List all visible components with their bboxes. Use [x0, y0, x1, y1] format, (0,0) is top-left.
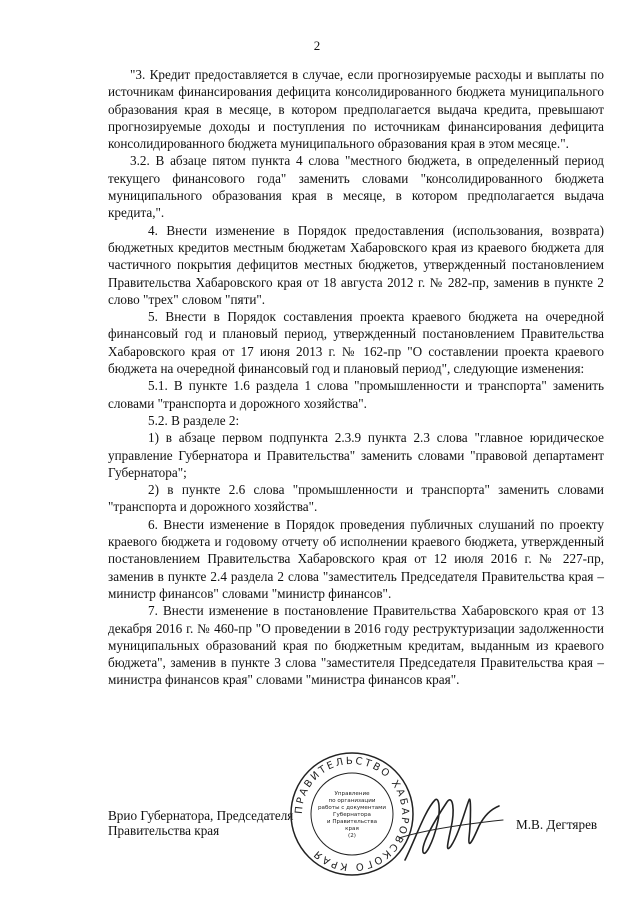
seal-center-line-1: Управление: [334, 791, 370, 797]
signatory-position-line-2: Правительства края: [108, 823, 220, 838]
seal-ring-text: ПРАВИТЕЛЬСТВО ХАБАРОВСКОГО КРАЯ: [293, 755, 411, 873]
page-number: 2: [313, 38, 321, 53]
paragraph-6: 6. Внести изменение в Порядок проведения публичных слушаний по проекту краевого бюджета и годовому отчету об исполнении краевого бюджета, утвержденный постановлением Правительства Хабаровского края от 12 июля 2016 г. № 227-пр, заменив в пункте 2.4 раздела 2 слова "заместитель Председателя Правительства края – министр финансов" словами "министр финансов".: [108, 516, 604, 601]
paragraph-5-2-item-2: 2) в пункте 2.6 слова "промышленности и транспорта" заменить словами "транспорта и дорожного хозяйства".: [108, 482, 604, 515]
seal-center-line-4: Губернатора: [333, 812, 371, 818]
handwritten-signature: [395, 780, 505, 870]
seal-center-line-2: по организации: [328, 798, 376, 804]
paragraph-4: 4. Внести изменение в Порядок предоставления (использования, возврата) бюджетных кредитов местным бюджетам Хабаровского края из краевого бюджета для частичного покрытия дефицитов местных бюджетов, утвержденный постановлением Правительства Хабаровского края от 18 августа 2012 г. № 282-пр, заменив в пункте 2 слово "трех" словом "пяти".: [108, 222, 604, 307]
paragraph-5: 5. Внести в Порядок составления проекта краевого бюджета на очередной финансовый год и плановый период, утвержденный постановлением Правительства Хабаровского края от 17 июня 2013 г. № 162-пр "О составлении проекта краевого бюджета на очередной финансовый год и плановый период", следующие изменения:: [108, 309, 604, 377]
seal-center-line-3: работы с документами: [318, 805, 386, 811]
seal-center-line-5: и Правительства: [326, 819, 378, 825]
paragraph-5-2: 5.2. В разделе 2:: [148, 412, 240, 428]
paragraph-5-1: 5.1. В пункте 1.6 раздела 1 слова "промышленности и транспорта" заменить словами "транспорта и дорожного хозяйства".: [108, 378, 604, 411]
seal-center-line-7: (2): [348, 833, 356, 839]
paragraph-3: "3. Кредит предоставляется в случае, если прогнозируемые расходы и выплаты по источникам финансирования дефицита консолидированного бюджета муниципального образования края в месяце, в котором предполагается выдача кредита, превышают прогнозируемые доходы и поступления по источникам финансирования дефицита консолидированного бюджета муниципального образования края в этом месяце.".: [108, 67, 604, 152]
paragraph-7: 7. Внести изменение в постановление Правительства Хабаровского края от 13 декабря 2016 г. № 460-пр "О проведении в 2016 году реструктуризации задолженности муниципальных образований края по бюджетным кредитам, выданным из краевого бюджета", заменив в пункте 3 слова "заместителя Председателя Правительства края – министра финансов края" словами "министра финансов края".: [108, 603, 604, 688]
signatory-position: [108, 808, 293, 838]
document-body: [108, 66, 604, 689]
seal-center-line-6: края: [345, 826, 359, 832]
signatory-position-line-1: Врио Губернатора, Председателя: [108, 808, 294, 823]
paragraph-5-2-item-1: 1) в абзаце первом подпункта 2.3.9 пункта 2.3 слова "главное юридическое управление Губернатора и Правительства" заменить словами "правовой департамент Губернатора";: [108, 430, 604, 480]
paragraph-3-2: 3.2. В абзаце пятом пункта 4 слова "местного бюджета, в определенный период текущего финансового года" заменить словами "консолидированного бюджета муниципального образования края в месяце, в котором предполагается выдача кредита,".: [108, 153, 604, 221]
signatory-name: М.В. Дегтярев: [516, 817, 598, 832]
